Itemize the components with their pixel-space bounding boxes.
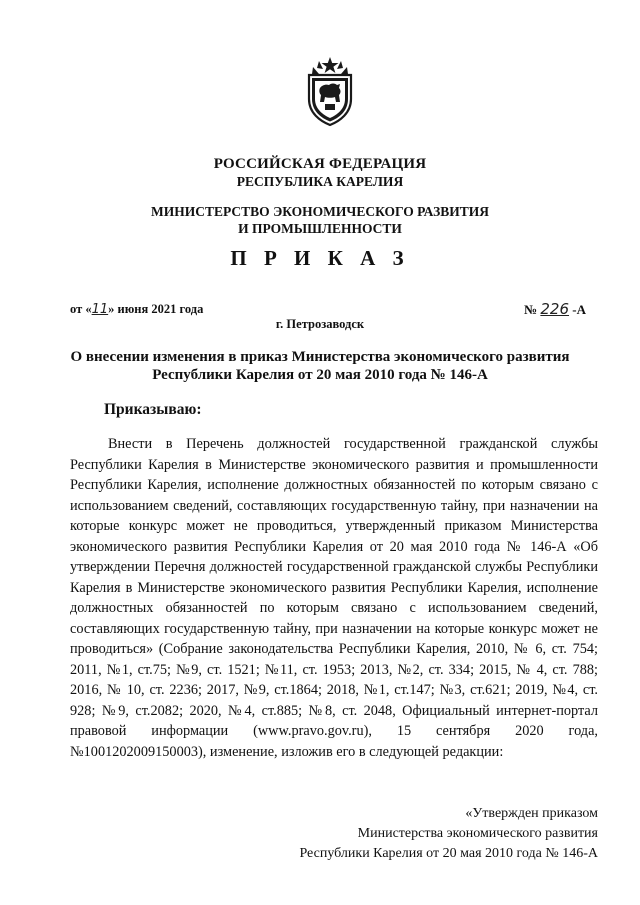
approved-line1: «Утвержден приказом [465,806,598,821]
number-prefix: № [524,302,538,317]
order-title-line2: Республики Карелия от 20 мая 2010 года № 146-А [152,367,488,383]
order-date [70,302,203,317]
ministry-name-line2: И ПРОМЫШЛЕННОСТИ [238,221,402,236]
country-name: РОССИЙСКАЯ ФЕДЕРАЦИЯ [213,156,427,172]
number-suffix: -А [572,302,586,317]
city-name: г. Петрозаводск [275,317,365,331]
approved-line3: Республики Карелия от 20 мая 2010 года № 146-А [299,846,598,861]
order-body-paragraph: Внести в Перечень должностей государственной гражданской службы Республики Карелия в Министерстве экономического развития и промышленности Республики Карелия, исполнение должностных обязанностей по которым связано с использованием сведений, составляющих государственную тайну, при назначении на которые конкурс может не проводиться, утвержденный приказом Министерства экономического развития Республики Карелия от 20 мая 2010 года № 146-А «Об утверждении Перечня должностей государственной гражданской службы Республики Карелия в Министерстве экономического развития Республики Карелия, исполнение должностных обязанностей по которым связано с использованием сведений, составляющих государственную тайну, при назначении на которые конкурс может не проводиться» (Собрание законодательства Республики Карелия, 2010, № 6, ст. 754; 2011, №1, ст.75; №9, ст. 1521; №11, ст. 1953; 2013, №2, ст. 334; 2015, № 4, ст. 788; 2016, № 10, ст. 2236; 2017, №9, ст.1864; 2018, №1, ст.147; №3, ст.621; 2019, №4, ст. 928; №9, ст.2082; 2020, №4, ст.885; №8, ст. 2048, Официальный интернет-портал правовой информации (www.pravo.gov.ru), 15 сентября 2020 года, №1001202009150003), изменение, изложив его в следующей редакции: [70,436,598,760]
order-title-line1: О внесении изменения в приказ Министерства экономического развития [70,349,570,365]
number-handwritten: 226 [540,300,570,318]
ministry-name-line1: МИНИСТЕРСТВО ЭКОНОМИЧЕСКОГО РАЗВИТИЯ [151,204,489,219]
date-suffix: » июня 2021 года [108,302,204,316]
order-number [524,300,586,318]
date-day-handwritten: 11 [91,302,109,317]
document-type-title: П Р И К А З [230,246,410,270]
approved-line2: Министерства экономического развития [357,826,598,841]
region-name: РЕСПУБЛИКА КАРЕЛИЯ [236,174,404,189]
karelia-coat-of-arms-icon [305,55,355,127]
date-prefix: от « [70,302,92,316]
order-directive: Приказываю: [104,401,202,418]
